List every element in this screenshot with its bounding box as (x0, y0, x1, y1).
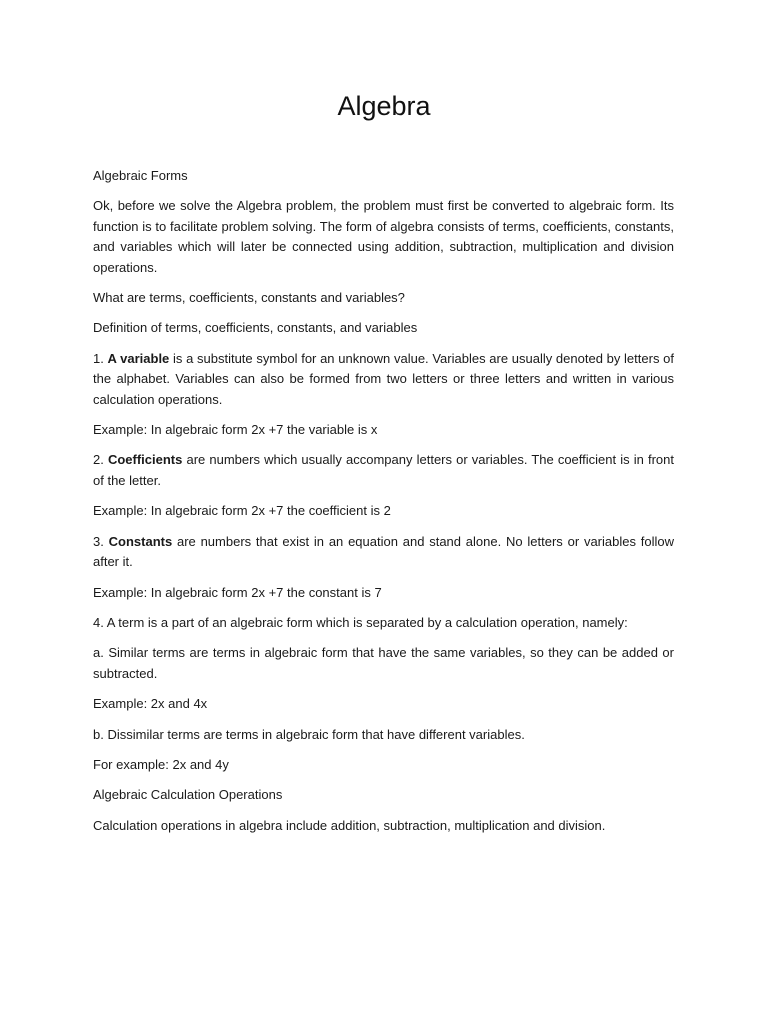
item-dissimilar-terms: b. Dissimilar terms are terms in algebraic form that have different variables. (93, 726, 525, 742)
intro-paragraph: Ok, before we solve the Algebra problem, the problem must first be converted to algebraic form. Its function is to facilitate problem solving. The form of algebra consists of terms, coefficients, constants, and variables which will later be connected using addition, subtraction, multiplication and division operations. (93, 198, 674, 275)
definition-heading: Definition of terms, coefficients, constants, and variables (93, 320, 418, 336)
example-constant: Example: In algebraic form 2x +7 the constant is 7 (93, 584, 382, 600)
item-text: is a substitute symbol for an unknown value. Variables are usually denoted by letters of the alphabet. Variables can also be formed from two letters or three letters and written in various calculation operations. (93, 350, 674, 407)
question-paragraph: What are terms, coefficients, constants and variables? (93, 290, 405, 306)
item-variable (93, 349, 674, 410)
document-body (93, 166, 674, 846)
item-constants (93, 532, 674, 573)
item-similar-terms: a. Similar terms are terms in algebraic form that have the same variables, so they can be added or subtracted. (93, 645, 674, 681)
item-term: Constants (108, 533, 173, 549)
item-coefficients (93, 450, 674, 491)
section-heading-algebraic-forms: Algebraic Forms (93, 168, 188, 183)
item-number: 1. (93, 350, 108, 366)
example-variable: Example: In algebraic form 2x +7 the variable is x (93, 422, 378, 438)
item-term: 4. A term is a part of an algebraic form which is separated by a calculation operation, namely: (93, 614, 628, 630)
item-text: are numbers that exist in an equation and stand alone. No letters or variables follow after it. (93, 533, 674, 570)
section-heading-operations: Algebraic Calculation Operations (93, 787, 283, 803)
example-similar-terms: Example: 2x and 4x (93, 696, 208, 712)
document-title: Algebra (337, 91, 431, 121)
item-number: 2. (93, 452, 108, 468)
operations-paragraph: Calculation operations in algebra include addition, subtraction, multiplication and division. (93, 817, 606, 833)
item-text: are numbers which usually accompany letters or variables. The coefficient is in front of the letter. (93, 452, 674, 488)
item-term: Coefficients (107, 452, 183, 468)
example-dissimilar-terms: For example: 2x and 4y (93, 756, 229, 772)
item-term: A variable (107, 350, 170, 366)
example-coefficient: Example: In algebraic form 2x +7 the coefficient is 2 (93, 503, 391, 519)
item-number: 3. (93, 533, 109, 549)
